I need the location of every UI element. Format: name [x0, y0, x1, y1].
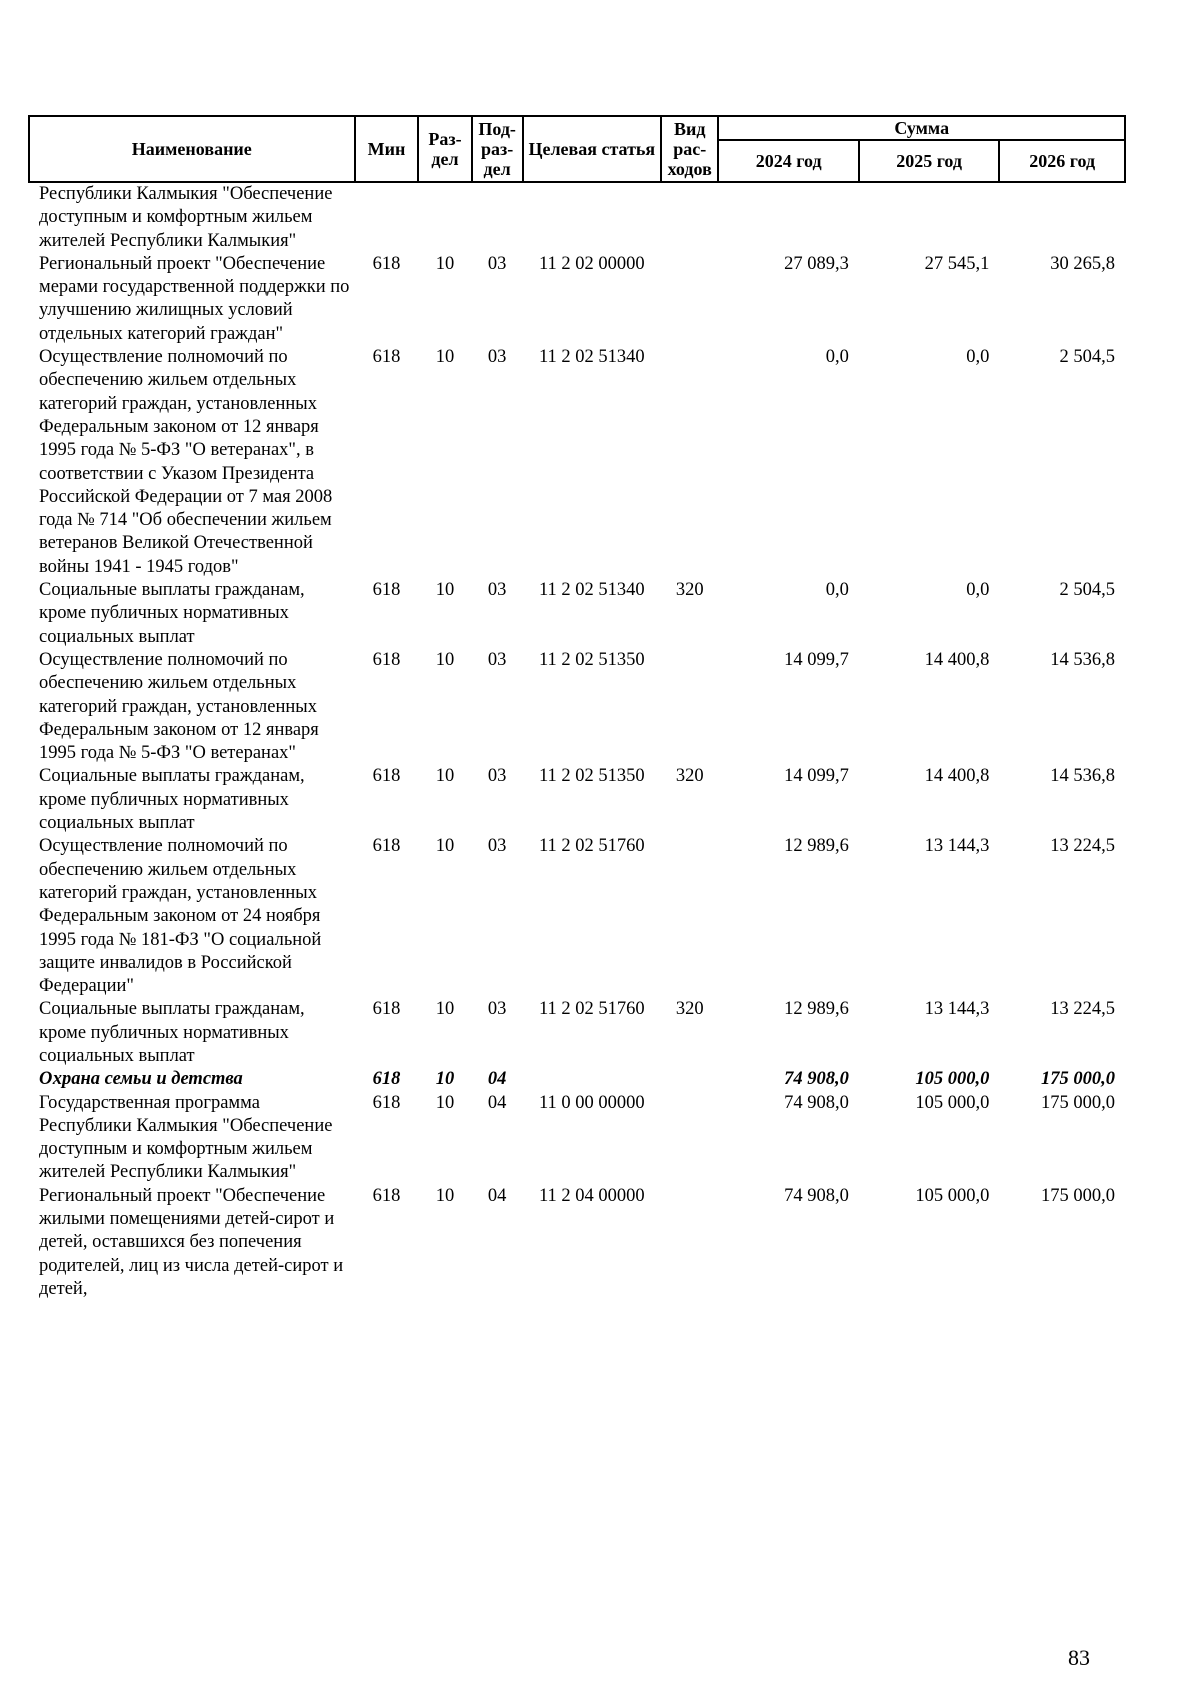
cell-celevaya-statya [523, 1068, 661, 1091]
cell-razdel: 10 [435, 1185, 455, 1206]
cell-podrazdel: 03 [487, 649, 507, 670]
table-body [29, 182, 1125, 1301]
cell-razdel: 10 [435, 1069, 455, 1090]
cell-sum-2025: 105 000,0 [915, 1092, 990, 1113]
cell-name: Региональный проект "Обеспечение мерами государственной поддержки по улучшению жилищных условий отдельных категорий граждан" [39, 253, 350, 344]
cell-razdel: 10 [435, 766, 455, 787]
cell-sum-2024: 0,0 [825, 347, 849, 368]
cell-podrazdel: 03 [487, 836, 507, 857]
cell-name: Государственная программа Республики Калмыкия "Обеспечение доступным и комфортным жильем жителей Республики Калмыкия" [39, 1092, 333, 1183]
cell-podrazdel [472, 182, 523, 253]
cell-sum-2025: 0,0 [966, 347, 990, 368]
cell-podrazdel: 04 [487, 1185, 507, 1206]
table-row [29, 649, 1125, 765]
cell-podrazdel: 03 [487, 253, 507, 274]
cell-sum-2026: 13 224,5 [1050, 836, 1115, 857]
cell-sum-2026: 14 536,8 [1050, 649, 1115, 670]
budget-table [28, 115, 1126, 1301]
cell-name: Социальные выплаты гражданам, кроме публичных нормативных социальных выплат [39, 999, 305, 1066]
cell-name: Республики Калмыкия "Обеспечение доступным и комфортным жильем жителей Республики Калмыкия" [39, 184, 333, 251]
cell-vid-rashodov [661, 1092, 718, 1185]
cell-celevaya-statya: 11 2 02 51340 [538, 580, 645, 601]
cell-vid-rashodov: 320 [675, 766, 704, 787]
cell-razdel: 10 [435, 347, 455, 368]
cell-vid-rashodov [661, 182, 718, 253]
cell-name: Социальные выплаты гражданам, кроме публичных нормативных социальных выплат [39, 580, 305, 647]
cell-sum-2025 [859, 182, 999, 253]
cell-sum-2026: 2 504,5 [1059, 347, 1115, 368]
cell-min: 618 [372, 1069, 401, 1090]
header-name: Наименование [29, 116, 355, 182]
header-summa: Сумма [718, 116, 1125, 140]
cell-vid-rashodov [661, 1068, 718, 1091]
cell-podrazdel: 03 [487, 347, 507, 368]
cell-sum-2025: 14 400,8 [924, 649, 990, 670]
header-min: Мин [355, 116, 419, 182]
header-podrazdel: Под- раз- дел [472, 116, 523, 182]
cell-sum-2026: 2 504,5 [1059, 580, 1115, 601]
cell-podrazdel: 04 [487, 1069, 507, 1090]
cell-sum-2026: 175 000,0 [1041, 1069, 1115, 1090]
cell-sum-2024: 12 989,6 [784, 836, 849, 857]
cell-sum-2026: 14 536,8 [1050, 766, 1115, 787]
cell-vid-rashodov: 320 [675, 999, 704, 1020]
cell-celevaya-statya: 11 2 02 51350 [538, 766, 645, 787]
cell-min: 618 [372, 1185, 401, 1206]
cell-vid-rashodov [661, 1185, 718, 1301]
cell-min: 618 [372, 649, 401, 670]
cell-sum-2025: 0,0 [966, 580, 990, 601]
cell-celevaya-statya: 11 2 02 51340 [538, 347, 645, 368]
cell-name: Социальные выплаты гражданам, кроме публичных нормативных социальных выплат [39, 766, 305, 834]
cell-sum-2024: 14 099,7 [784, 649, 849, 670]
cell-vid-rashodov [661, 346, 718, 579]
cell-name: Охрана семьи и детства [39, 1069, 243, 1090]
cell-sum-2025: 13 144,3 [924, 999, 990, 1020]
table-row [29, 835, 1125, 998]
cell-sum-2024: 27 089,3 [784, 253, 849, 274]
cell-razdel: 10 [435, 253, 455, 274]
cell-name: Осуществление полномочий по обеспечению жильем отдельных категорий граждан, установленных Федеральным законом от 12 января 1995 года № 5-ФЗ "О ветеранах", в соответствии с Указом Президента Российской Федерации от 7 мая 2008 года № 714 "Об обеспечении жильем ветеранов Великой Отечественной войны 1941 - 1945 годов" [39, 347, 333, 577]
cell-celevaya-statya: 11 2 04 00000 [538, 1185, 645, 1206]
cell-sum-2026 [999, 182, 1125, 253]
cell-sum-2026: 13 224,5 [1050, 999, 1115, 1020]
cell-sum-2024: 0,0 [825, 580, 849, 601]
cell-sum-2024: 12 989,6 [784, 999, 849, 1020]
cell-sum-2024: 74 908,0 [784, 1069, 849, 1090]
table-row [29, 182, 1125, 253]
table-row [29, 1092, 1125, 1185]
cell-razdel: 10 [435, 999, 455, 1020]
cell-celevaya-statya: 11 2 02 51350 [538, 649, 645, 670]
table-row [29, 579, 1125, 649]
cell-sum-2024: 74 908,0 [784, 1092, 849, 1113]
cell-vid-rashodov [661, 835, 718, 998]
cell-celevaya-statya: 11 0 00 00000 [538, 1092, 645, 1113]
cell-min [355, 182, 419, 253]
cell-sum-2026: 175 000,0 [1041, 1185, 1115, 1206]
header-year-2025: 2025 год [859, 140, 999, 182]
cell-celevaya-statya: 11 2 02 00000 [538, 253, 645, 274]
cell-celevaya-statya: 11 2 02 51760 [538, 999, 645, 1020]
table-row [29, 1068, 1125, 1091]
cell-sum-2024: 14 099,7 [784, 766, 849, 787]
cell-celevaya-statya [523, 182, 661, 253]
cell-vid-rashodov [661, 253, 718, 346]
header-celevaya-statya: Целевая статья [523, 116, 661, 182]
cell-podrazdel: 03 [487, 999, 507, 1020]
cell-podrazdel: 03 [487, 766, 507, 787]
cell-vid-rashodov: 320 [675, 580, 704, 601]
cell-sum-2026: 30 265,8 [1050, 253, 1115, 274]
cell-sum-2024: 74 908,0 [784, 1185, 849, 1206]
header-year-2024: 2024 год [718, 140, 858, 182]
cell-min: 618 [372, 1092, 401, 1113]
cell-min: 618 [372, 253, 401, 274]
cell-razdel: 10 [435, 836, 455, 857]
cell-name: Осуществление полномочий по обеспечению жильем отдельных категорий граждан, установленных Федеральным законом от 12 января 1995 года № 5-ФЗ "О ветеранах" [39, 649, 319, 764]
table-row [29, 253, 1125, 346]
cell-celevaya-statya: 11 2 02 51760 [538, 836, 645, 857]
cell-sum-2024 [718, 182, 858, 253]
cell-razdel [418, 182, 471, 253]
table-row [29, 1185, 1125, 1301]
cell-min: 618 [372, 836, 401, 857]
cell-sum-2026: 175 000,0 [1041, 1092, 1115, 1113]
cell-sum-2025: 14 400,8 [924, 766, 990, 787]
page-number: 83 [1068, 1645, 1090, 1670]
table-header [29, 116, 1125, 182]
table-row [29, 765, 1125, 835]
cell-min: 618 [372, 580, 401, 601]
cell-razdel: 10 [435, 580, 455, 601]
header-vid-rashodov: Вид рас- ходов [661, 116, 718, 182]
header-year-2026: 2026 год [999, 140, 1125, 182]
cell-name: Осуществление полномочий по обеспечению жильем отдельных категорий граждан, установленных Федеральным законом от 24 ноября 1995 года № 181-ФЗ "О социальной защите инвалидов в Российской Федерации" [39, 836, 322, 997]
cell-razdel: 10 [435, 649, 455, 670]
cell-sum-2025: 105 000,0 [915, 1185, 990, 1206]
cell-vid-rashodov [661, 649, 718, 765]
table-row [29, 346, 1125, 579]
header-razdel: Раз- дел [418, 116, 471, 182]
cell-min: 618 [372, 766, 401, 787]
cell-sum-2025: 27 545,1 [924, 253, 990, 274]
cell-sum-2025: 13 144,3 [924, 836, 990, 857]
cell-min: 618 [372, 347, 401, 368]
cell-name: Региональный проект "Обеспечение жилыми помещениями детей-сирот и детей, оставшихся без попечения родителей, лиц из числа детей-сирот и детей, [39, 1185, 344, 1299]
cell-podrazdel: 03 [487, 580, 507, 601]
cell-min: 618 [372, 999, 401, 1020]
table-row [29, 998, 1125, 1068]
cell-razdel: 10 [435, 1092, 455, 1113]
cell-podrazdel: 04 [487, 1092, 507, 1113]
document-page [28, 115, 1126, 1301]
cell-sum-2025: 105 000,0 [915, 1069, 990, 1090]
